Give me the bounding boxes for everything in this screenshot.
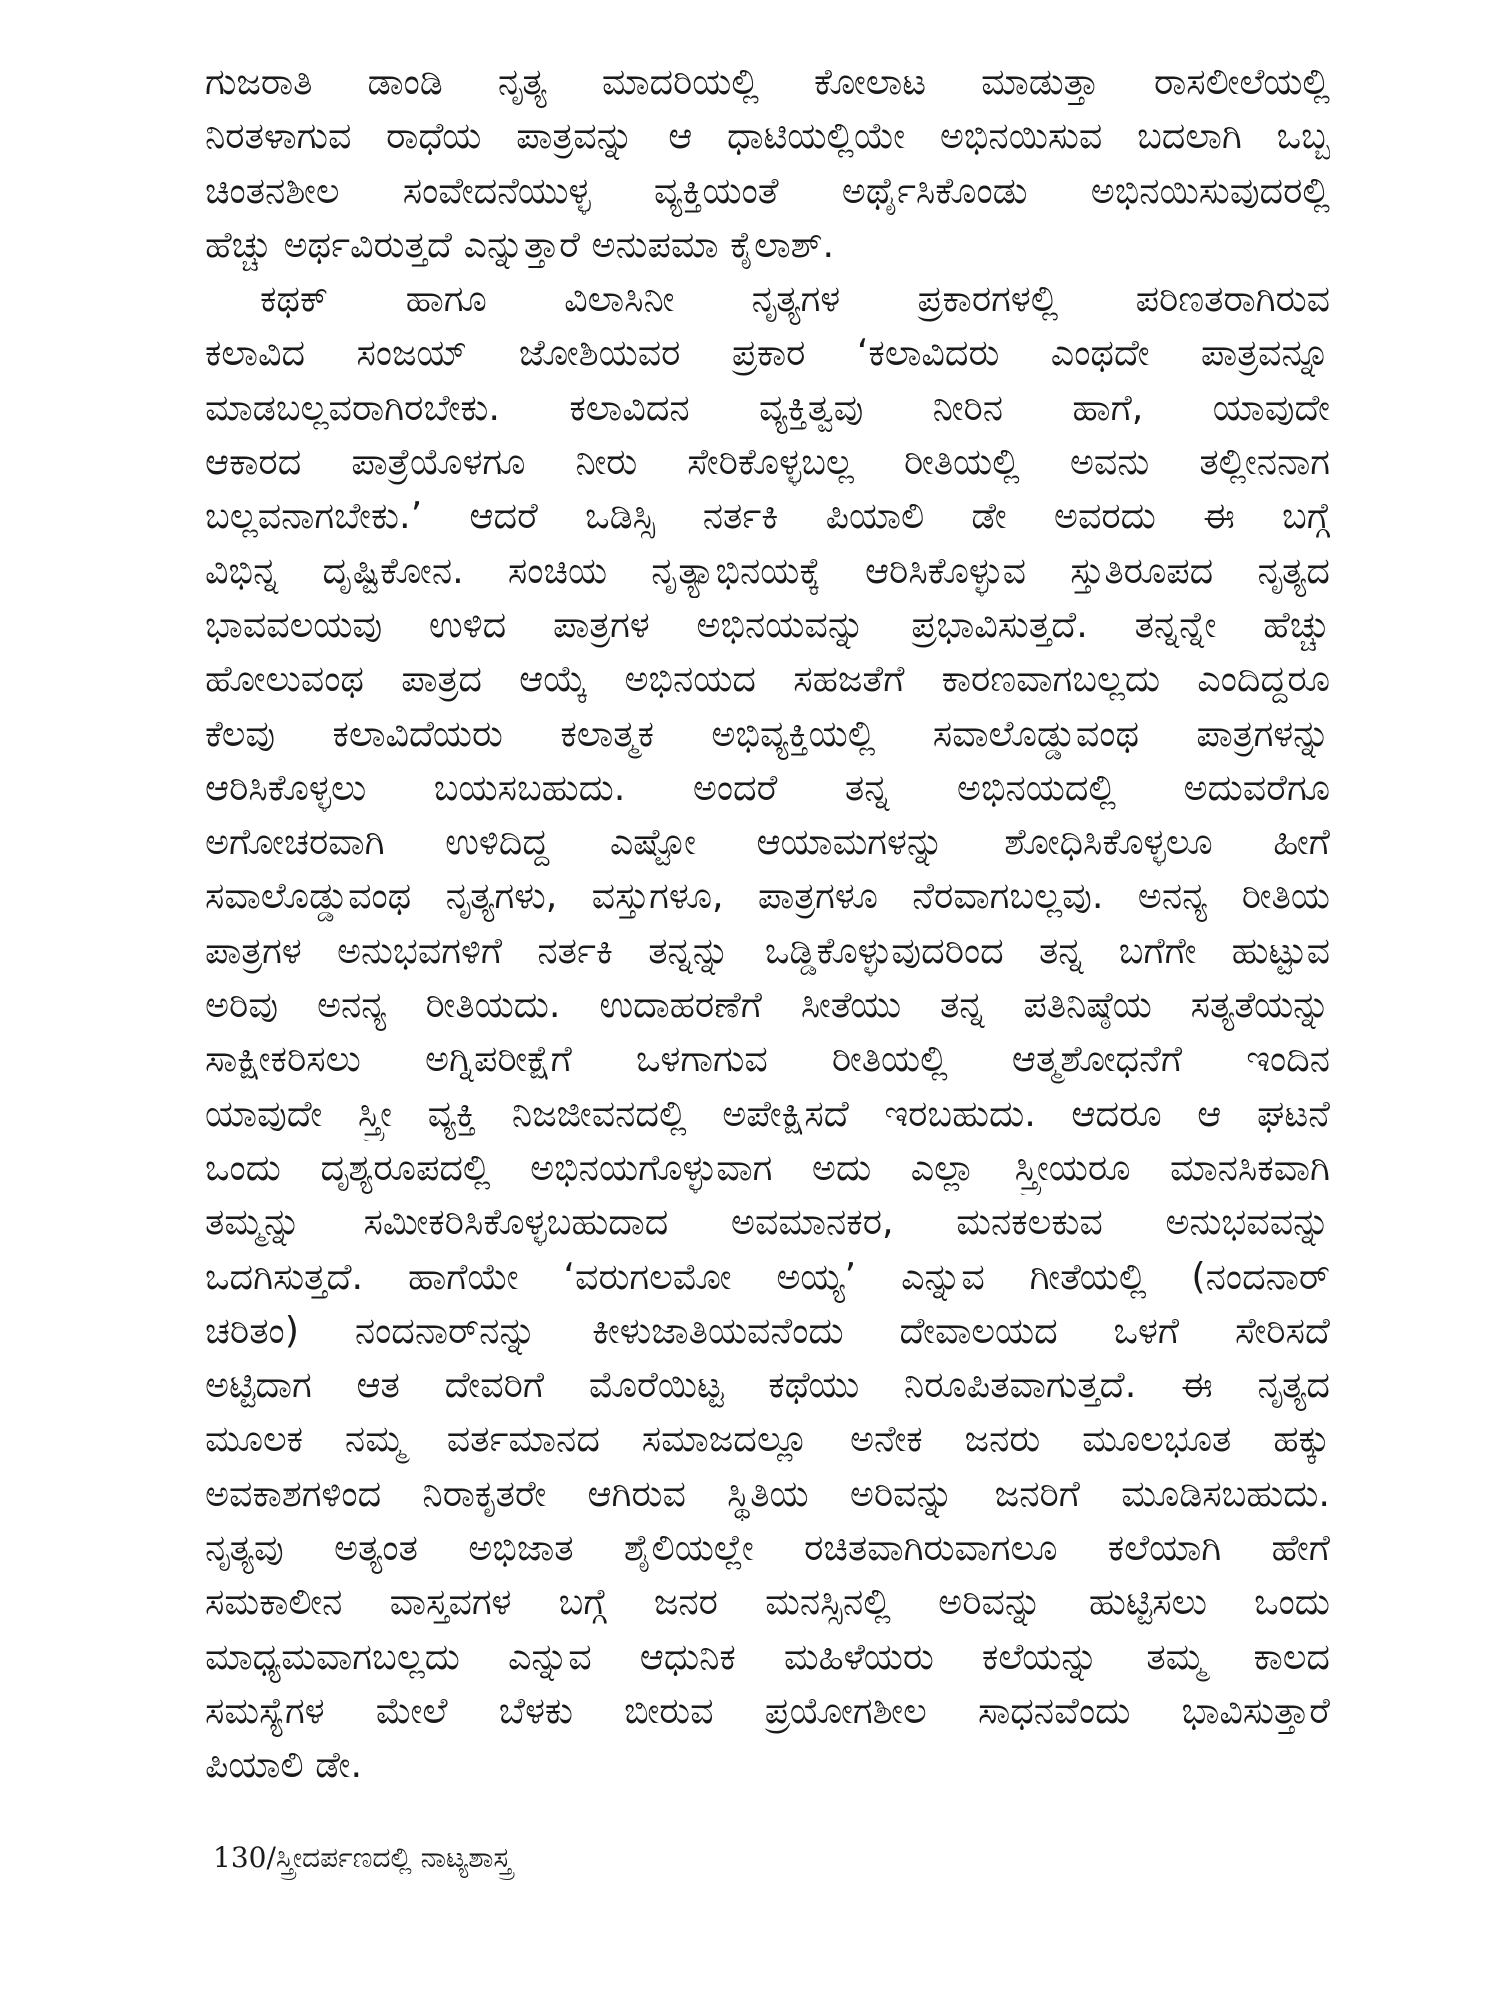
text-line: ತಮ್ಮನ್ನು ಸಮೀಕರಿಸಿಕೊಳ್ಳಬಹುದಾದ ಅವಮಾನಕರ, ಮನಕಲಕುವ ಅನುಭವವನ್ನು <box>205 1200 1330 1244</box>
text-line: ನೃತ್ಯವು ಅತ್ಯಂತ ಅಭಿಜಾತ ಶೈಲಿಯಲ್ಲೇ ರಚಿತವಾಗಿರುವಾಗಲೂ ಕಲೆಯಾಗಿ ಹೇಗೆ <box>205 1526 1330 1570</box>
text-line: ಅವಕಾಶಗಳಿಂದ ನಿರಾಕೃತರೇ ಆಗಿರುವ ಸ್ಥಿತಿಯ ಅರಿವನ್ನು ಜನರಿಗೆ ಮೂಡಿಸಬಹುದು. <box>205 1471 1330 1515</box>
text-line: ಸವಾಲೊಡ್ಡುವಂಥ ನೃತ್ಯಗಳು, ವಸ್ತುಗಳೂ, ಪಾತ್ರಗಳೂ ನೆರವಾಗಬಲ್ಲವು. ಅನನ್ಯ ರೀತಿಯ <box>205 874 1330 918</box>
text-line: ಸಮಕಾಲೀನ ವಾಸ್ತವಗಳ ಬಗ್ಗೆ ಜನರ ಮನಸ್ಸಿನಲ್ಲಿ ಅರಿವನ್ನು ಹುಟ್ಟಿಸಲು ಒಂದು <box>205 1580 1330 1624</box>
text-line: ಅರಿವು ಅನನ್ಯ ರೀತಿಯದು. ಉದಾಹರಣೆಗೆ ಸೀತೆಯು ತನ್ನ ಪತಿನಿಷ್ಠೆಯ ಸತ್ಯತೆಯನ್ನು <box>205 983 1330 1027</box>
text-line: ಕೆಲವು ಕಲಾವಿದೆಯರು ಕಲಾತ್ಮಕ ಅಭಿವ್ಯಕ್ತಿಯಲ್ಲಿ ಸವಾಲೊಡ್ಡುವಂಥ ಪಾತ್ರಗಳನ್ನು <box>205 711 1330 755</box>
text-line: ಪಾತ್ರಗಳ ಅನುಭವಗಳಿಗೆ ನರ್ತಕಿ ತನ್ನನ್ನು ಒಡ್ಡಿಕೊಳ್ಳುವುದರಿಂದ ತನ್ನ ಬಗೆಗೇ ಹುಟ್ಟುವ <box>205 928 1330 972</box>
text-line: ಚರಿತಂ) ನಂದನಾರ್‌ನನ್ನು ಕೀಳುಜಾತಿಯವನೆಂದು ದೇವಾಲಯದ ಒಳಗೆ ಸೇರಿಸದೆ <box>205 1308 1330 1352</box>
page-number: 130 <box>213 1841 267 1874</box>
text-line: ಬಲ್ಲವನಾಗಬೇಕು.’ ಆದರೆ ಒಡಿಸ್ಸಿ ನರ್ತಕಿ ಪಿಯಾಲಿ ಡೇ ಅವರದು ಈ ಬಗ್ಗೆ <box>205 494 1330 538</box>
text-line: ಅಗೋಚರವಾಗಿ ಉಳಿದಿದ್ದ ಎಷ್ಟೋ ಆಯಾಮಗಳನ್ನು ಶೋಧಿಸಿಕೊಳ್ಳಲೂ ಹೀಗೆ <box>205 820 1330 864</box>
text-line: ಆಕಾರದ ಪಾತ್ರೆಯೊಳಗೂ ನೀರು ಸೇರಿಕೊಳ್ಳಬಲ್ಲ ರೀತಿಯಲ್ಲಿ ಅವನು ತಲ್ಲೀನನಾಗ <box>205 440 1330 484</box>
text-line: ಮೂಲಕ ನಮ್ಮ ವರ್ತಮಾನದ ಸಮಾಜದಲ್ಲೂ ಅನೇಕ ಜನರು ಮೂಲಭೂತ ಹಕ್ಕು <box>205 1417 1330 1461</box>
body-text <box>205 55 1330 1793</box>
text-line: ಒದಗಿಸುತ್ತದೆ. ಹಾಗೆಯೇ ‘ವರುಗಲಮೋ ಅಯ್ಯ’ ಎನ್ನುವ ಗೀತೆಯಲ್ಲಿ (ನಂದನಾರ್ <box>205 1254 1330 1298</box>
footer-separator: / <box>266 1841 276 1874</box>
text-line: ಗುಜರಾತಿ ಡಾಂಡಿ ನೃತ್ಯ ಮಾದರಿಯಲ್ಲಿ ಕೋಲಾಟ ಮಾಡುತ್ತಾ ರಾಸಲೀಲೆಯಲ್ಲಿ <box>205 60 1330 103</box>
text-line: ವಿಭಿನ್ನ ದೃಷ್ಟಿಕೋನ. ಸಂಚಿಯ ನೃತ್ಯಾಭಿನಯಕ್ಕೆ ಆರಿಸಿಕೊಳ್ಳುವ ಸ್ತುತಿರೂಪದ ನೃತ್ಯದ <box>205 548 1330 592</box>
text-line: ಅಟ್ಟಿದಾಗ ಆತ ದೇವರಿಗೆ ಮೊರೆಯಿಟ್ಟ ಕಥೆಯು ನಿರೂಪಿತವಾಗುತ್ತದೆ. ಈ ನೃತ್ಯದ <box>205 1363 1330 1407</box>
text-line: ನಿರತಳಾಗುವ ರಾಧೆಯ ಪಾತ್ರವನ್ನು ಆ ಧಾಟಿಯಲ್ಲಿಯೇ ಅಭಿನಯಿಸುವ ಬದಲಾಗಿ ಒಬ್ಬ <box>205 114 1330 158</box>
text-line: ಯಾವುದೇ ಸ್ತ್ರೀ ವ್ಯಕ್ತಿ ನಿಜಜೀವನದಲ್ಲಿ ಅಪೇಕ್ಷಿಸದೆ ಇರಬಹುದು. ಆದರೂ ಆ ಘಟನೆ <box>205 1091 1330 1135</box>
page-footer <box>213 1838 512 1878</box>
text-line: ಕಥಕ್ ಹಾಗೂ ವಿಲಾಸಿನೀ ನೃತ್ಯಗಳ ಪ್ರಕಾರಗಳಲ್ಲಿ ಪರಿಣತರಾಗಿರುವ <box>260 277 1330 321</box>
text-line: ಕಲಾವಿದ ಸಂಜಯ್ ಜೋಶಿಯವರ ಪ್ರಕಾರ ‘ಕಲಾವಿದರು ಎಂಥದೇ ಪಾತ್ರವನ್ನೂ <box>205 331 1330 375</box>
text-line: ಮಾಧ್ಯಮವಾಗಬಲ್ಲದು ಎನ್ನುವ ಆಧುನಿಕ ಮಹಿಳೆಯರು ಕಲೆಯನ್ನು ತಮ್ಮ ಕಾಲದ <box>205 1634 1330 1678</box>
text-line: ಹೆಚ್ಚು ಅರ್ಥವಿರುತ್ತದೆ ಎನ್ನುತ್ತಾರೆ ಅನುಪಮಾ ಕೈಲಾಶ್. <box>205 222 835 266</box>
text-line: ಆರಿಸಿಕೊಳ್ಳಲು ಬಯಸಬಹುದು. ಅಂದರೆ ತನ್ನ ಅಭಿನಯದಲ್ಲಿ ಅದುವರೆಗೂ <box>205 765 1330 809</box>
text-line: ಮಾಡಬಲ್ಲವರಾಗಿರಬೇಕು. ಕಲಾವಿದನ ವ್ಯಕ್ತಿತ್ವವು ನೀರಿನ ಹಾಗೆ, ಯಾವುದೇ <box>205 385 1330 429</box>
text-line: ಸಾಕ್ಷೀಕರಿಸಲು ಅಗ್ನಿಪರೀಕ್ಷೆಗೆ ಒಳಗಾಗುವ ರೀತಿಯಲ್ಲಿ ಆತ್ಮಶೋಧನೆಗೆ ಇಂದಿನ <box>205 1037 1330 1081</box>
text-line: ಭಾವವಲಯವು ಉಳಿದ ಪಾತ್ರಗಳ ಅಭಿನಯವನ್ನು ಪ್ರಭಾವಿಸುತ್ತದೆ. ತನ್ನನ್ನೇ ಹೆಚ್ಚು <box>205 602 1330 646</box>
text-line: ಒಂದು ದೃಶ್ಯರೂಪದಲ್ಲಿ ಅಭಿನಯಗೊಳ್ಳುವಾಗ ಅದು ಎಲ್ಲಾ ಸ್ತ್ರೀಯರೂ ಮಾನಸಿಕವಾಗಿ <box>205 1145 1330 1189</box>
text-line: ಚಿಂತನಶೀಲ ಸಂವೇದನೆಯುಳ್ಳ ವ್ಯಕ್ತಿಯಂತೆ ಅರ್ಥೈಸಿಕೊಂಡು ಅಭಿನಯಿಸುವುದರಲ್ಲಿ <box>205 168 1330 212</box>
book-title: ಸ್ತ್ರೀದರ್ಪಣದಲ್ಲಿ ನಾಟ್ಯಶಾಸ್ತ್ರ <box>275 1841 512 1874</box>
text-line: ಹೋಲುವಂಥ ಪಾತ್ರದ ಆಯ್ಕೆ ಅಭಿನಯದ ಸಹಜತೆಗೆ ಕಾರಣವಾಗಬಲ್ಲದು ಎಂದಿದ್ದರೂ <box>205 657 1330 701</box>
text-line: ಪಿಯಾಲಿ ಡೇ. <box>205 1743 363 1787</box>
text-line: ಸಮಸ್ಯೆಗಳ ಮೇಲೆ ಬೆಳಕು ಬೀರುವ ಪ್ರಯೋಗಶೀಲ ಸಾಧನವೆಂದು ಭಾವಿಸುತ್ತಾರೆ <box>205 1688 1330 1732</box>
